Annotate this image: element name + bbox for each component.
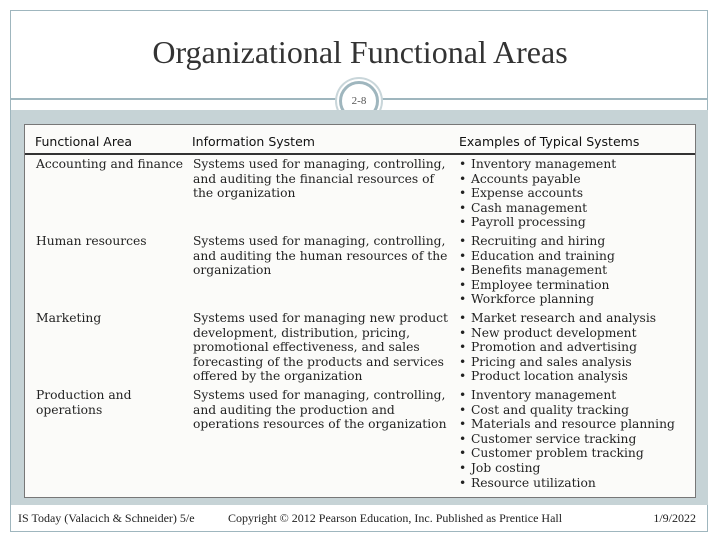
cell-area: Production and operations (36, 388, 132, 417)
cell-examples (459, 234, 695, 307)
list-item: • Cost and quality tracking (459, 403, 695, 418)
cell-examples (459, 157, 695, 230)
list-item: • Payroll processing (459, 215, 695, 230)
cell-area: Human resources (36, 234, 147, 248)
list-item: • Promotion and advertising (459, 340, 695, 355)
list-item: • Inventory management (459, 388, 695, 403)
header-functional-area: Functional Area (35, 134, 133, 149)
cell-area: Marketing (36, 311, 102, 325)
header-examples: Examples of Typical Systems (459, 134, 640, 149)
cell-system: Systems used for managing, controlling, and auditing the financial resources of the organization (193, 157, 446, 201)
cell-area: Accounting and finance (36, 157, 184, 171)
list-item: • Cash management (459, 201, 695, 216)
slide-title: Organizational Functional Areas (152, 34, 568, 70)
footer-copyright: Copyright © 2012 Pearson Education, Inc. Published as Prentice Hall (228, 511, 563, 525)
list-item: • Benefits management (459, 263, 695, 278)
footer-source: IS Today (Valacich & Schneider) 5/e (18, 511, 195, 525)
footer-date: 1/9/2022 (653, 511, 696, 525)
list-item: • Materials and resource planning (459, 417, 695, 432)
list-item: • Resource utilization (459, 476, 695, 491)
list-item: • Customer service tracking (459, 432, 695, 447)
header-information-system: Information System (192, 134, 315, 149)
list-item: • Expense accounts (459, 186, 695, 201)
cell-system: Systems used for managing, controlling, and auditing the human resources of the organization (193, 234, 448, 278)
cell-examples (459, 311, 695, 384)
list-item: • Pricing and sales analysis (459, 355, 695, 370)
cell-system: Systems used for managing new product development, distribution, pricing, promotional effectiveness, and sales forecasting of the products and services offered by the organization (193, 311, 448, 384)
list-item: • Education and training (459, 249, 695, 264)
list-item: • Employee termination (459, 278, 695, 293)
cell-examples (459, 388, 695, 490)
slide-number-badge: 2-8 (339, 81, 379, 121)
list-item: • Job costing (459, 461, 695, 476)
list-item: • Recruiting and hiring (459, 234, 695, 249)
list-item: • Inventory management (459, 157, 695, 172)
list-item: • Accounts payable (459, 172, 695, 187)
slide-footer (0, 511, 720, 531)
table-header (25, 125, 695, 155)
functional-areas-table (24, 124, 696, 498)
list-item: • Customer problem tracking (459, 446, 695, 461)
list-item: • Market research and analysis (459, 311, 695, 326)
cell-system: Systems used for managing, controlling, and auditing the production and operations resources of the organization (193, 388, 447, 432)
list-item: • Workforce planning (459, 292, 695, 307)
list-item: • New product development (459, 326, 695, 341)
list-item: • Product location analysis (459, 369, 695, 384)
